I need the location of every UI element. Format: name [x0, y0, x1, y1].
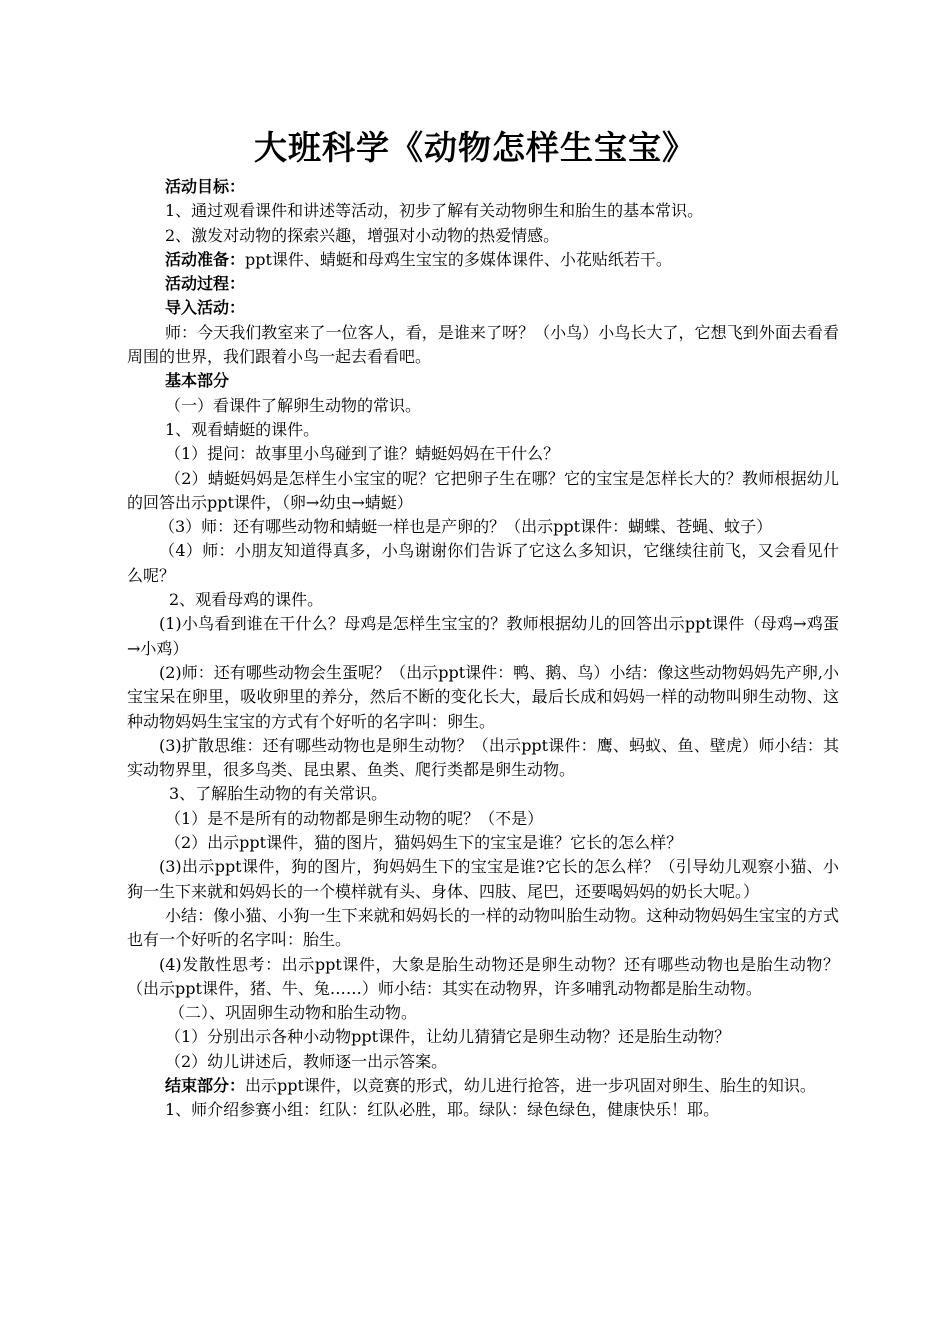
paragraph: （1）分别出示各种小动物ppt课件，让幼儿猜猜它是卵生动物？还是胎生动物？: [165, 1027, 731, 1047]
ending-text: 出示ppt课件，以竞赛的形式，幼儿进行抢答，进一步巩固对卵生、胎生的知识。: [245, 1075, 816, 1095]
heading-process: [127, 272, 839, 296]
paragraph: 3、了解胎生动物的有关常识。: [169, 784, 388, 804]
heading-process-label: 活动过程：: [165, 274, 246, 294]
paragraph: 2、激发对动物的探索兴趣，增强对小动物的热爱情感。: [165, 225, 560, 245]
heading-goal-label: 活动目标：: [165, 177, 246, 196]
heading-prep-label: 活动准备：: [165, 249, 246, 269]
heading-intro: [127, 296, 839, 320]
heading-basic-label: 基本部分: [165, 371, 230, 391]
paragraph: (3)出示ppt课件，狗的图片，狗妈妈生下的宝宝是谁?它长的怎么样？（引导幼儿观察小猫、小狗一生下来就和妈妈长的一个模样就有头、身体、四肢、尾巴，还要喝妈妈的奶长大呢。）: [127, 857, 839, 901]
document-title: 大班科学《动物怎样生宝宝》: [254, 128, 696, 167]
paragraph: （二）、巩固卵生动物和胎生动物。: [169, 1003, 418, 1023]
paragraph: （4）师：小朋友知道得真多，小鸟谢谢你们告诉了它这么多知识，它继续往前飞，又会看见什么呢？: [127, 541, 839, 585]
paragraph: 1、观看蜻蜓的课件。: [165, 419, 320, 439]
paragraph: (3)扩散思维：还有哪些动物也是卵生动物？（出示ppt课件：鹰、蚂蚁、鱼、壁虎）师小结：其实动物界里，很多鸟类、昆虫累、鱼类、爬行类都是卵生动物。: [127, 735, 839, 780]
document-body: [127, 175, 839, 1123]
paragraph: （1）提问：故事里小鸟碰到了谁？蜻蜓妈妈在干什么？: [165, 444, 560, 464]
heading-goal: [127, 175, 839, 199]
paragraph: （2）幼儿讲述后，教师逐一出示答案。: [165, 1051, 448, 1071]
prep-paragraph: [127, 248, 839, 272]
paragraph: (1)小鸟看到谁在干什么？母鸡是怎样生宝宝的？教师根据幼儿的回答出示ppt课件（母鸡→鸡蛋→小鸡）: [127, 614, 839, 658]
paragraph: （2）出示ppt课件，猫的图片，猫妈妈生下的宝宝是谁？它长的怎么样？: [165, 833, 683, 853]
paragraph: （一）看课件了解卵生动物的常识。: [165, 395, 422, 415]
paragraph: 1、通过观看课件和讲述等活动，初步了解有关动物卵生和胎生的基本常识。: [165, 201, 704, 221]
paragraph: （2）蜻蜓妈妈是怎样生小宝宝的呢？它把卵子生在哪？它的宝宝是怎样长大的？教师根据幼儿的回答出示ppt课件，（卵→幼虫→蜻蜓）: [127, 468, 839, 512]
paragraph: 1、师介绍参赛小组：红队：红队必胜，耶。绿队：绿色绿色，健康快乐！耶。: [165, 1100, 720, 1120]
paragraph: (4)发散性思考：出示ppt课件，大象是胎生动物还是卵生动物？还有哪些动物也是胎生动物？（出示ppt课件，猪、牛、兔……）师小结：其实在动物界，许多哺乳动物都是胎生动物。: [127, 954, 839, 998]
paragraph: 师：今天我们教室来了一位客人，看，是谁来了呀？（小鸟）小鸟长大了，它想飞到外面去看看周围的世界，我们跟着小鸟一起去看看吧。: [127, 322, 839, 367]
paragraph: 小结：像小猫、小狗一生下来就和妈妈长的一样的动物叫胎生动物。这种动物妈妈生宝宝的方式也有一个好听的名字叫：胎生。: [127, 905, 839, 950]
heading-basic: [127, 369, 839, 393]
paragraph: （1）是不是所有的动物都是卵生动物的呢？（不是）: [165, 808, 544, 828]
ending-paragraph: [127, 1074, 839, 1098]
paragraph: 2、观看母鸡的课件。: [169, 590, 324, 610]
prep-text: ppt课件、蜻蜓和母鸡生宝宝的多媒体课件、小花贴纸若干。: [245, 249, 672, 269]
heading-intro-label: 导入活动：: [165, 298, 246, 318]
paragraph: （3）师：还有哪些动物和蜻蜓一样也是产卵的？（出示ppt课件：蝴蝶、苍蝇、蚊子）: [159, 517, 773, 537]
heading-ending-label: 结束部分：: [165, 1075, 246, 1095]
paragraph: (2)师：还有哪些动物会生蛋呢？（出示ppt课件：鸭、鹅、鸟）小结：像这些动物妈妈先产卵,小宝宝呆在卵里，吸收卵里的养分，然后不断的变化长大，最后长成和妈妈一样的动物叫卵生动物、这种动物妈妈生宝宝的方式有个好听的名字叫：卵生。: [127, 662, 839, 731]
